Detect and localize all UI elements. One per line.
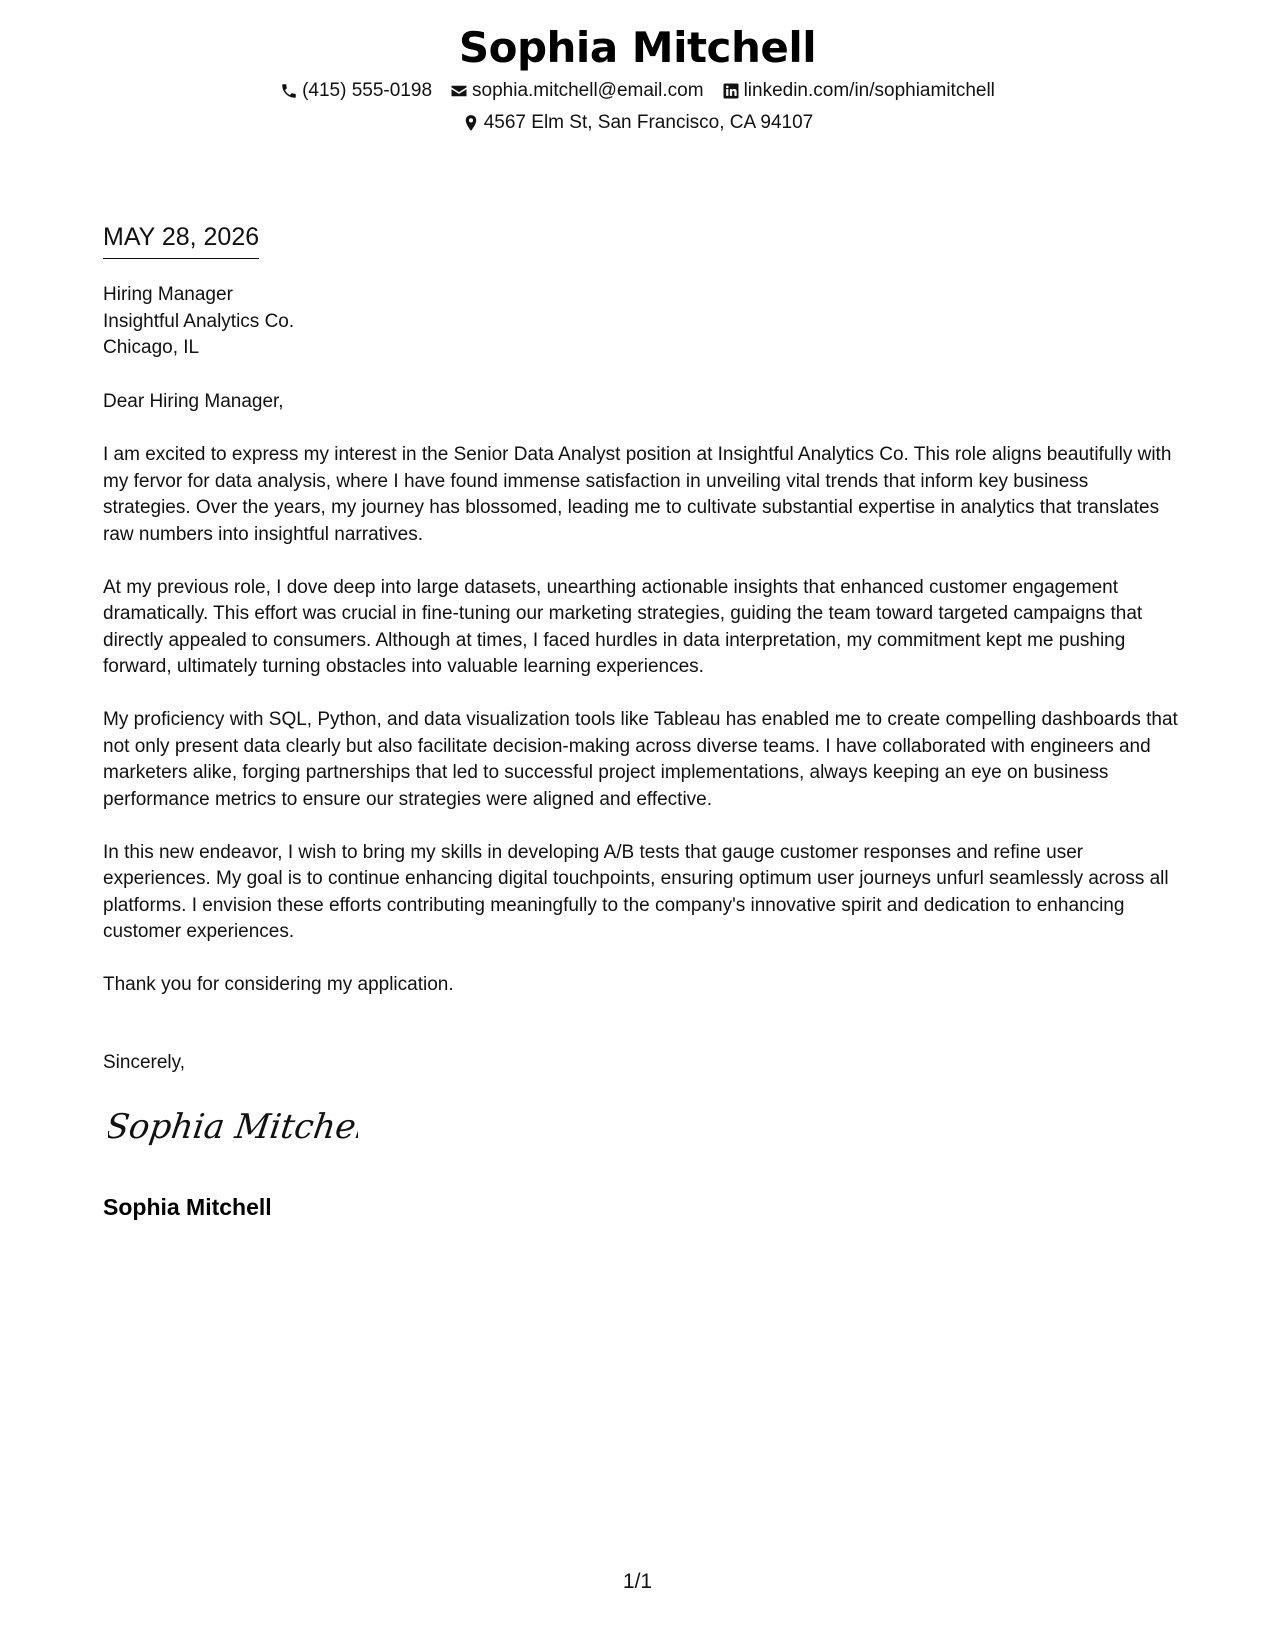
address-contact <box>462 108 814 138</box>
phone-icon <box>280 82 298 100</box>
phone-contact <box>280 76 432 106</box>
street-address: 4567 Elm St, San Francisco, CA 94107 <box>483 112 814 133</box>
recipient-block <box>103 282 294 362</box>
recipient-company: Insightful Analytics Co. <box>103 310 295 332</box>
phone-number: (415) 555-0198 <box>302 80 433 101</box>
body-paragraph: At my previous role, I dove deep into large datasets, unearthing actionable insights that enhanced customer engagement dramatically. This effort was crucial in fine-tuning our marketing strategies, guiding the team toward targeted campaigns that directly appealed to consumers. Although at times, I faced hurdles in data interpretation, my commitment kept me pushing forward, ultimately turning obstacles into valuable learning experiences. <box>103 576 1143 677</box>
linkedin-contact[interactable] <box>722 76 995 106</box>
thank-you-line: Thank you for considering my application. <box>103 974 454 995</box>
linkedin-url[interactable]: linkedin.com/in/sophiamitchell <box>743 80 995 101</box>
salutation: Dear Hiring Manager, <box>103 391 284 412</box>
signed-name: Sophia Mitchell <box>103 1194 272 1220</box>
body-paragraph: I am excited to express my interest in the Senior Data Analyst position at Insightful Analytics Co. This role aligns beautifully with my fervor for data analysis, where I have found immense satisfaction in unveiling vital trends that inform key business strategies. Over the years, my journey has blossomed, leading me to cultivate substantial expertise in analytics that translates raw numbers into insightful narratives. <box>103 444 1172 545</box>
body-paragraph: In this new endeavor, I wish to bring my skills in developing A/B tests that gauge customer responses and refine user experiences. My goal is to continue enhancing digital touchpoints, ensuring optimum user journeys unfurl seamlessly across all platforms. I envision these efforts contributing meaningfully to the company's innovative spirit and dedication to enhancing customer experiences. <box>103 841 1169 942</box>
contact-row-primary <box>0 76 1275 106</box>
recipient-title: Hiring Manager <box>103 284 233 305</box>
map-pin-icon <box>462 114 480 132</box>
closing-line: Sincerely, <box>103 1052 186 1073</box>
contact-row-address <box>0 108 1275 138</box>
letter-header <box>0 20 1275 138</box>
page-number: 1/1 <box>622 1570 653 1593</box>
email-address[interactable]: sophia.mitchell@email.com <box>472 80 704 101</box>
handwritten-signature <box>108 1098 358 1158</box>
letter-body <box>103 389 1178 1025</box>
email-contact[interactable] <box>450 76 704 106</box>
envelope-icon <box>450 82 468 100</box>
recipient-location: Chicago, IL <box>103 337 200 358</box>
body-paragraph: My proficiency with SQL, Python, and data visualization tools like Tableau has enabled me to create compelling dashboards that not only present data clearly but also facilitate decision-making across diverse teams. I have collaborated with engineers and marketers alike, forging partnerships that led to successful project implementations, always keeping an eye on business performance metrics to ensure our strategies were aligned and effective. <box>103 709 1178 810</box>
signature-text: Sophia Mitchell <box>108 1107 358 1147</box>
linkedin-icon <box>722 82 740 100</box>
applicant-name: Sophia Mitchell <box>458 23 817 72</box>
letter-date: MAY 28, 2026 <box>103 220 259 259</box>
